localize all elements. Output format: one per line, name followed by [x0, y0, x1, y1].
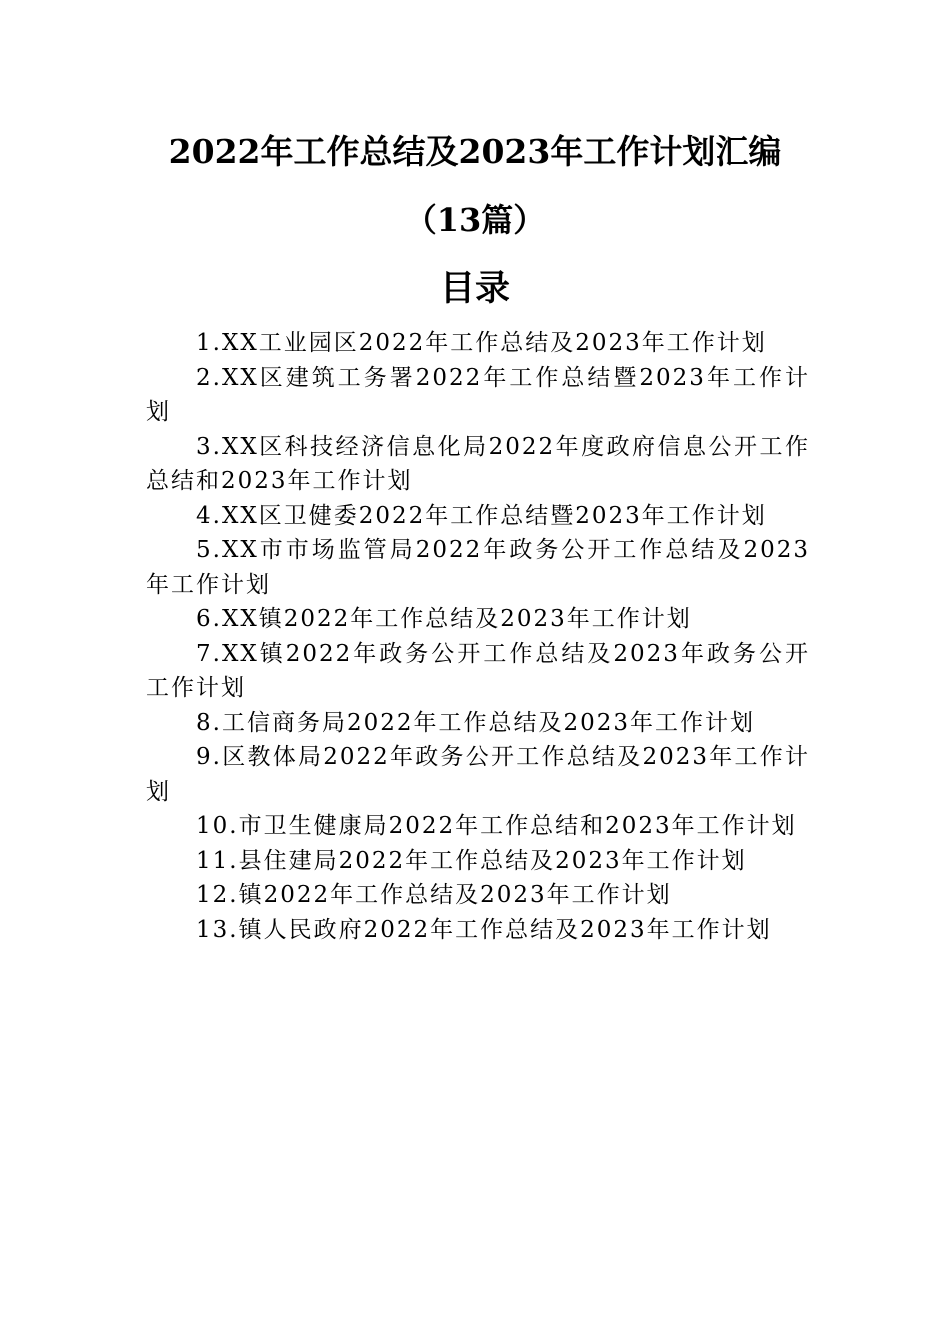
toc-item-7: 7.XX镇2022年政务公开工作总结及2023年政务公开工作计划	[146, 640, 810, 701]
table-of-contents	[146, 326, 810, 947]
toc-item-3: 3.XX区科技经济信息化局2022年度政府信息公开工作总结和2023年工作计划	[146, 433, 810, 494]
toc-item-6: 6.XX镇2022年工作总结及2023年工作计划	[196, 606, 692, 632]
toc-heading: 目录	[439, 268, 510, 309]
toc-item-9: 9.区教体局2022年政务公开工作总结及2023年工作计划	[146, 744, 810, 805]
toc-item-5: 5.XX市市场监管局2022年政务公开工作总结及2023年工作计划	[146, 537, 810, 598]
toc-item-12: 12.镇2022年工作总结及2023年工作计划	[196, 882, 672, 908]
toc-item-8: 8.工信商务局2022年工作总结及2023年工作计划	[196, 709, 756, 736]
toc-item-1: 1.XX工业园区2022年工作总结及2023年工作计划	[196, 330, 767, 356]
document-subtitle: （13篇）	[404, 201, 546, 239]
toc-item-2: 2.XX区建筑工务署2022年工作总结暨2023年工作计划	[146, 364, 810, 425]
toc-item-13: 13.镇人民政府2022年工作总结及2023年工作计划	[196, 916, 772, 943]
toc-item-4: 4.XX区卫健委2022年工作总结暨2023年工作计划	[196, 502, 767, 529]
toc-item-11: 11.县住建局2022年工作总结及2023年工作计划	[196, 847, 747, 874]
document-title: 2022年工作总结及2023年工作计划汇编	[168, 132, 782, 171]
toc-item-10: 10.市卫生健康局2022年工作总结和2023年工作计划	[196, 813, 797, 839]
